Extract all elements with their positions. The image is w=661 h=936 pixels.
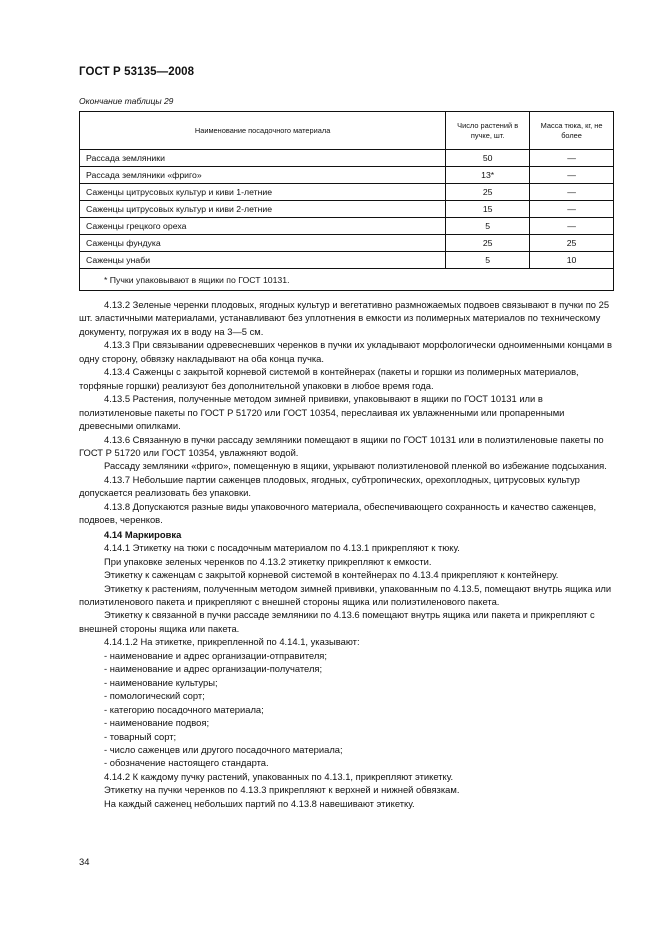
paragraph-4-13-3: 4.13.3 При связывании одревесневших черенков в пучки их укладывают морфологически одноименными концами в одну сторону, обвязку накладывают на оба конца пучка. — [79, 339, 612, 364]
planting-material-table — [79, 111, 614, 291]
table-row — [80, 201, 614, 218]
list-item: - наименование культуры; — [104, 676, 218, 688]
cell-mass: — — [530, 218, 614, 235]
document-body — [79, 298, 614, 810]
table-footnote: * Пучки упаковывают в ящики по ГОСТ 10131. — [80, 269, 614, 291]
paragraph-green-cuttings: При упаковке зеленых черенков по 4.13.2 этикетку прикрепляют к емкости. — [104, 555, 432, 567]
table-row — [80, 252, 614, 269]
list-item: - товарный сорт; — [104, 730, 177, 742]
cell-mass: 10 — [530, 252, 614, 269]
paragraph-cuttings-label: Этикетку на пучки черенков по 4.13.3 прикрепляют к верхней и нижней обвязкам. — [104, 784, 460, 796]
cell-count: 15 — [446, 201, 530, 218]
paragraph-4-14-1: 4.14.1 Этикетку на тюки с посадочным материалом по 4.13.1 прикрепляют к тюку. — [104, 542, 460, 554]
cell-material: Рассада земляники «фриго» — [80, 167, 446, 184]
table-caption: Окончание таблицы 29 — [79, 96, 174, 106]
paragraph-4-14-1-2: 4.14.1.2 На этикетке, прикрепленной по 4.14.1, указывают: — [104, 636, 360, 648]
cell-count: 25 — [446, 184, 530, 201]
table-row — [80, 184, 614, 201]
header-material-name: Наименование посадочного материала — [80, 112, 446, 150]
paragraph-seedling-label: На каждый саженец небольших партий по 4.13.8 навешивают этикетку. — [104, 797, 415, 809]
paragraph-4-13-5: 4.13.5 Растения, полученные методом зимней прививки, упаковывают в ящики по ГОСТ 10131 или в полиэтиленовые пакеты по ГОСТ Р 51720 или ГОСТ 10354, переслаивая их увлажненными или пропаренными древесными опилками. — [79, 393, 565, 432]
section-heading-marking: 4.14 Маркировка — [104, 528, 182, 540]
cell-count: 13* — [446, 167, 530, 184]
table-row — [80, 167, 614, 184]
cell-count: 25 — [446, 235, 530, 252]
paragraph-4-13-2: 4.13.2 Зеленые черенки плодовых, ягодных культур и вегетативно размножаемых подвоев связывают в пучки по 25 шт. эластичными материалами, устанавливают без уплотнения в емкости из полимерных материалов по техническому документу, погружая их в воду на 3—5 см. — [79, 299, 610, 337]
table-footnote-row — [80, 269, 614, 291]
table-row — [80, 150, 614, 167]
cell-material: Саженцы цитрусовых культур и киви 1-летние — [80, 184, 446, 201]
list-item: - помологический сорт; — [104, 690, 205, 702]
list-item: - категорию посадочного материала; — [104, 703, 264, 715]
cell-material: Саженцы фундука — [80, 235, 446, 252]
paragraph-strawberry: Этикетку к связанной в пучки рассаде земляники по 4.13.6 помещают внутрь ящика или пакета и прикрепляют с внешней стороны ящика или пакета. — [79, 609, 595, 634]
paragraph-4-13-7: 4.13.7 Небольшие партии саженцев плодовых, ягодных, субтропических, орехоплодных, цитрусовых культур допускается реализовать без упаковки. — [79, 473, 580, 499]
cell-mass: 25 — [530, 235, 614, 252]
list-item: - число саженцев или другого посадочного материала; — [104, 743, 343, 755]
paragraph-4-13-6: 4.13.6 Связанную в пучки рассаду земляники помещают в ящики по ГОСТ 10131 или в полиэтиленовые пакеты по ГОСТ Р 51720 или ГОСТ 10354, увлажняют водой. — [79, 433, 604, 458]
cell-mass: — — [530, 167, 614, 184]
paragraph-4-14-2: 4.14.2 К каждому пучку растений, упакованных по 4.13.1, прикрепляют этикетку. — [104, 770, 454, 782]
table-row — [80, 235, 614, 252]
header-plants-per-bundle: Число растений в пучке, шт. — [446, 112, 530, 150]
cell-mass: — — [530, 184, 614, 201]
cell-count: 5 — [446, 218, 530, 235]
list-item: - наименование и адрес организации-отправителя; — [104, 649, 327, 661]
paragraph-4-13-8: 4.13.8 Допускаются разные виды упаковочного материала, обеспечивающего сохранность и качество саженцев, подвоев, черенков. — [79, 500, 597, 526]
paragraph-frigo: Рассаду земляники «фриго», помещенную в ящики, укрывают полиэтиленовой пленкой во избежание подсыхания. — [104, 460, 607, 472]
paragraph-winter-grafting: Этикетку к растениям, полученным методом зимней прививки, упакованным по 4.13.5, помещают внутрь ящика или полиэтиленового пакета и прикрепляют с внешней стороны ящика или полиэтиленового пакета. — [79, 582, 612, 607]
page-number: 34 — [79, 856, 90, 867]
paragraph-containers: Этикетку к саженцам с закрытой корневой системой в контейнерах по 4.13.4 прикрепляют к контейнеру. — [104, 569, 559, 581]
paragraph-4-13-4: 4.13.4 Саженцы с закрытой корневой системой в контейнерах (пакеты и горшки из полимерных материалов, торфяные горшки) реализуют без дополнительной упаковки в любое время года. — [79, 366, 579, 391]
table-header-row — [80, 112, 614, 150]
cell-count: 50 — [446, 150, 530, 167]
cell-material: Саженцы унаби — [80, 252, 446, 269]
table-row — [80, 218, 614, 235]
list-item: - наименование подвоя; — [104, 717, 210, 729]
list-item: - обозначение настоящего стандарта. — [104, 757, 269, 769]
cell-mass: — — [530, 201, 614, 218]
cell-mass: — — [530, 150, 614, 167]
list-item: - наименование и адрес организации-получателя; — [104, 663, 323, 675]
cell-count: 5 — [446, 252, 530, 269]
header-bale-mass: Масса тюка, кг, не более — [530, 112, 614, 150]
cell-material: Саженцы цитрусовых культур и киви 2-летние — [80, 201, 446, 218]
cell-material: Саженцы грецкого ореха — [80, 218, 446, 235]
cell-material: Рассада земляники — [80, 150, 446, 167]
document-header: ГОСТ Р 53135—2008 — [79, 66, 195, 78]
